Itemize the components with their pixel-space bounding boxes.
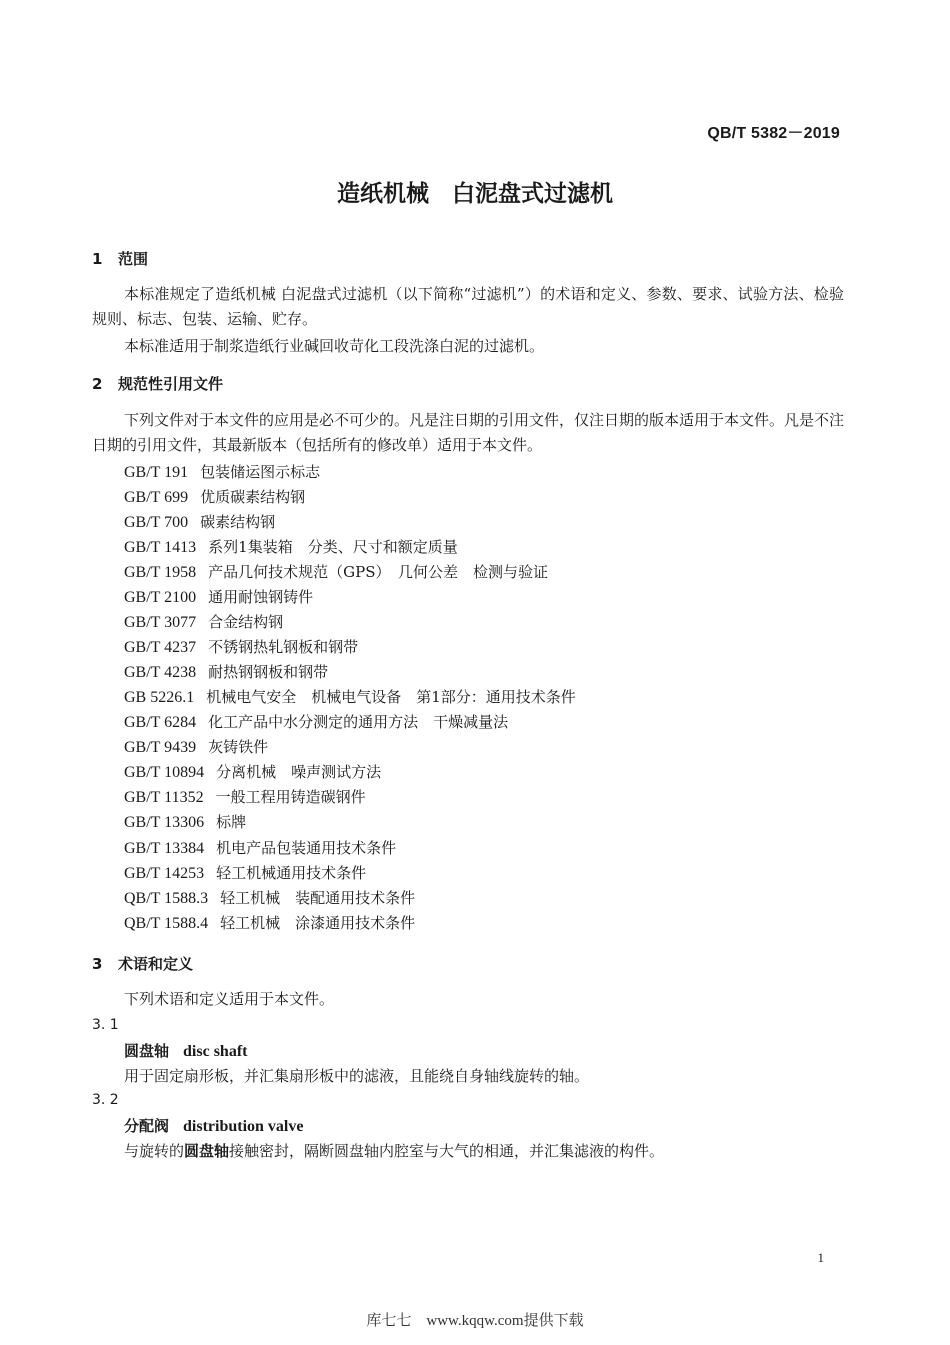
reference-code: GB/T 9439 <box>124 739 197 756</box>
reference-title: 机械电气安全 机械电气设备 第1部分：通用技术条件 <box>206 688 576 706</box>
section-1-heading <box>92 248 148 269</box>
reference-title: 化工产品中水分测定的通用方法 干燥减量法 <box>208 713 509 731</box>
reference-item <box>124 711 508 732</box>
reference-code: GB/T 13384 <box>124 840 205 857</box>
reference-title: 不锈钢热轧钢板和钢带 <box>208 638 359 656</box>
definition-text: 接触密封，隔断圆盘轴内腔室与大气的相通，并汇集滤液的构件。 <box>229 1142 665 1160</box>
term-heading <box>124 1040 247 1061</box>
standard-code: QB/T 5382－2019 <box>707 125 840 142</box>
section-1-paragraph-1: 本标准规定了造纸机械 白泥盘式过滤机（以下简称“过滤机”）的术语和定义、参数、要求、试验方法、检验规则、标志、包装、运输、贮存。 <box>92 285 844 328</box>
reference-title: 轻工机械 装配通用技术条件 <box>220 889 416 907</box>
term-chinese: 圆盘轴 <box>124 1042 170 1060</box>
reference-item <box>124 912 415 933</box>
page-number: 1 <box>817 1250 824 1265</box>
term-chinese: 分配阀 <box>124 1117 170 1135</box>
reference-code: GB/T 2100 <box>124 589 197 606</box>
reference-item <box>124 511 275 532</box>
reference-item <box>124 837 396 858</box>
section-number: 2 <box>92 375 103 393</box>
reference-item <box>124 786 366 807</box>
reference-item <box>124 686 576 707</box>
reference-title: 合金结构钢 <box>208 613 284 631</box>
section-title: 规范性引用文件 <box>118 375 224 393</box>
term-definition <box>124 1140 664 1161</box>
reference-title: 产品几何技术规范（GPS） 几何公差 检测与验证 <box>208 563 549 581</box>
reference-title: 包装储运图示标志 <box>200 463 321 481</box>
reference-code: GB/T 6284 <box>124 714 197 731</box>
reference-code: GB/T 4237 <box>124 639 197 656</box>
reference-item <box>124 636 358 657</box>
reference-title: 灰铸铁件 <box>208 738 269 756</box>
reference-item <box>124 561 548 582</box>
term-english: disc shaft <box>183 1043 248 1060</box>
term-number: 3. 1 <box>92 1017 119 1033</box>
reference-code: GB/T 3077 <box>124 614 197 631</box>
reference-code: QB/T 1588.3 <box>124 890 209 907</box>
reference-title: 机电产品包装通用技术条件 <box>216 839 397 857</box>
reference-item <box>124 461 320 482</box>
reference-code: GB/T 1958 <box>124 564 197 581</box>
reference-item <box>124 887 415 908</box>
section-number: 3 <box>92 955 103 973</box>
section-title: 术语和定义 <box>118 955 194 973</box>
reference-code: GB 5226.1 <box>124 689 195 706</box>
reference-title: 系列1集装箱 分类、尺寸和额定质量 <box>208 538 458 556</box>
reference-title: 轻工机械 涂漆通用技术条件 <box>220 914 416 932</box>
reference-code: GB/T 191 <box>124 464 189 481</box>
reference-item <box>124 536 458 557</box>
definition-text: 与旋转的 <box>124 1142 185 1160</box>
reference-code: GB/T 11352 <box>124 789 204 806</box>
term-number: 3. 2 <box>92 1092 119 1108</box>
reference-title: 耐热钢钢板和钢带 <box>208 663 329 681</box>
reference-title: 轻工机械通用技术条件 <box>216 864 367 882</box>
definition-term-reference: 圆盘轴 <box>184 1142 230 1160</box>
reference-item <box>124 736 268 757</box>
section-title: 范围 <box>118 250 149 268</box>
reference-code: GB/T 700 <box>124 514 189 531</box>
reference-code: GB/T 10894 <box>124 764 205 781</box>
reference-title: 优质碳素结构钢 <box>200 488 306 506</box>
section-3-intro: 下列术语和定义适用于本文件。 <box>124 990 335 1008</box>
reference-title: 分离机械 噪声测试方法 <box>216 763 382 781</box>
section-number: 1 <box>92 250 103 268</box>
section-2-heading <box>92 373 223 394</box>
section-1-paragraph-2: 本标准适用于制浆造纸行业碱回收苛化工段洗涤白泥的过滤机。 <box>124 337 545 355</box>
term-english: distribution valve <box>183 1118 304 1135</box>
reference-title: 标牌 <box>216 813 247 831</box>
reference-code: GB/T 13306 <box>124 814 205 831</box>
reference-item <box>124 761 381 782</box>
reference-code: GB/T 14253 <box>124 865 205 882</box>
reference-item <box>124 862 366 883</box>
term-definition: 用于固定扇形板，并汇集扇形板中的滤液，且能绕自身轴线旋转的轴。 <box>124 1067 590 1085</box>
reference-code: GB/T 4238 <box>124 664 197 681</box>
term-heading <box>124 1115 303 1136</box>
reference-item <box>124 661 328 682</box>
document-title: 造纸机械 白泥盘式过滤机 <box>337 181 613 207</box>
section-3-heading <box>92 953 193 974</box>
reference-item <box>124 486 305 507</box>
reference-title: 通用耐蚀钢铸件 <box>208 588 314 606</box>
reference-code: QB/T 1588.4 <box>124 915 209 932</box>
reference-title: 碳素结构钢 <box>200 513 276 531</box>
reference-title: 一般工程用铸造碳钢件 <box>215 788 366 806</box>
download-footer: 库七七 www.kqqw.com提供下载 <box>366 1313 584 1329</box>
reference-item <box>124 811 246 832</box>
reference-item <box>124 611 283 632</box>
reference-code: GB/T 1413 <box>124 539 197 556</box>
reference-code: GB/T 699 <box>124 489 189 506</box>
reference-item <box>124 586 313 607</box>
section-2-paragraph-1: 下列文件对于本文件的应用是必不可少的。凡是注日期的引用文件，仅注日期的版本适用于本文件。凡是不注日期的引用文件，其最新版本（包括所有的修改单）适用于本文件。 <box>92 411 845 454</box>
